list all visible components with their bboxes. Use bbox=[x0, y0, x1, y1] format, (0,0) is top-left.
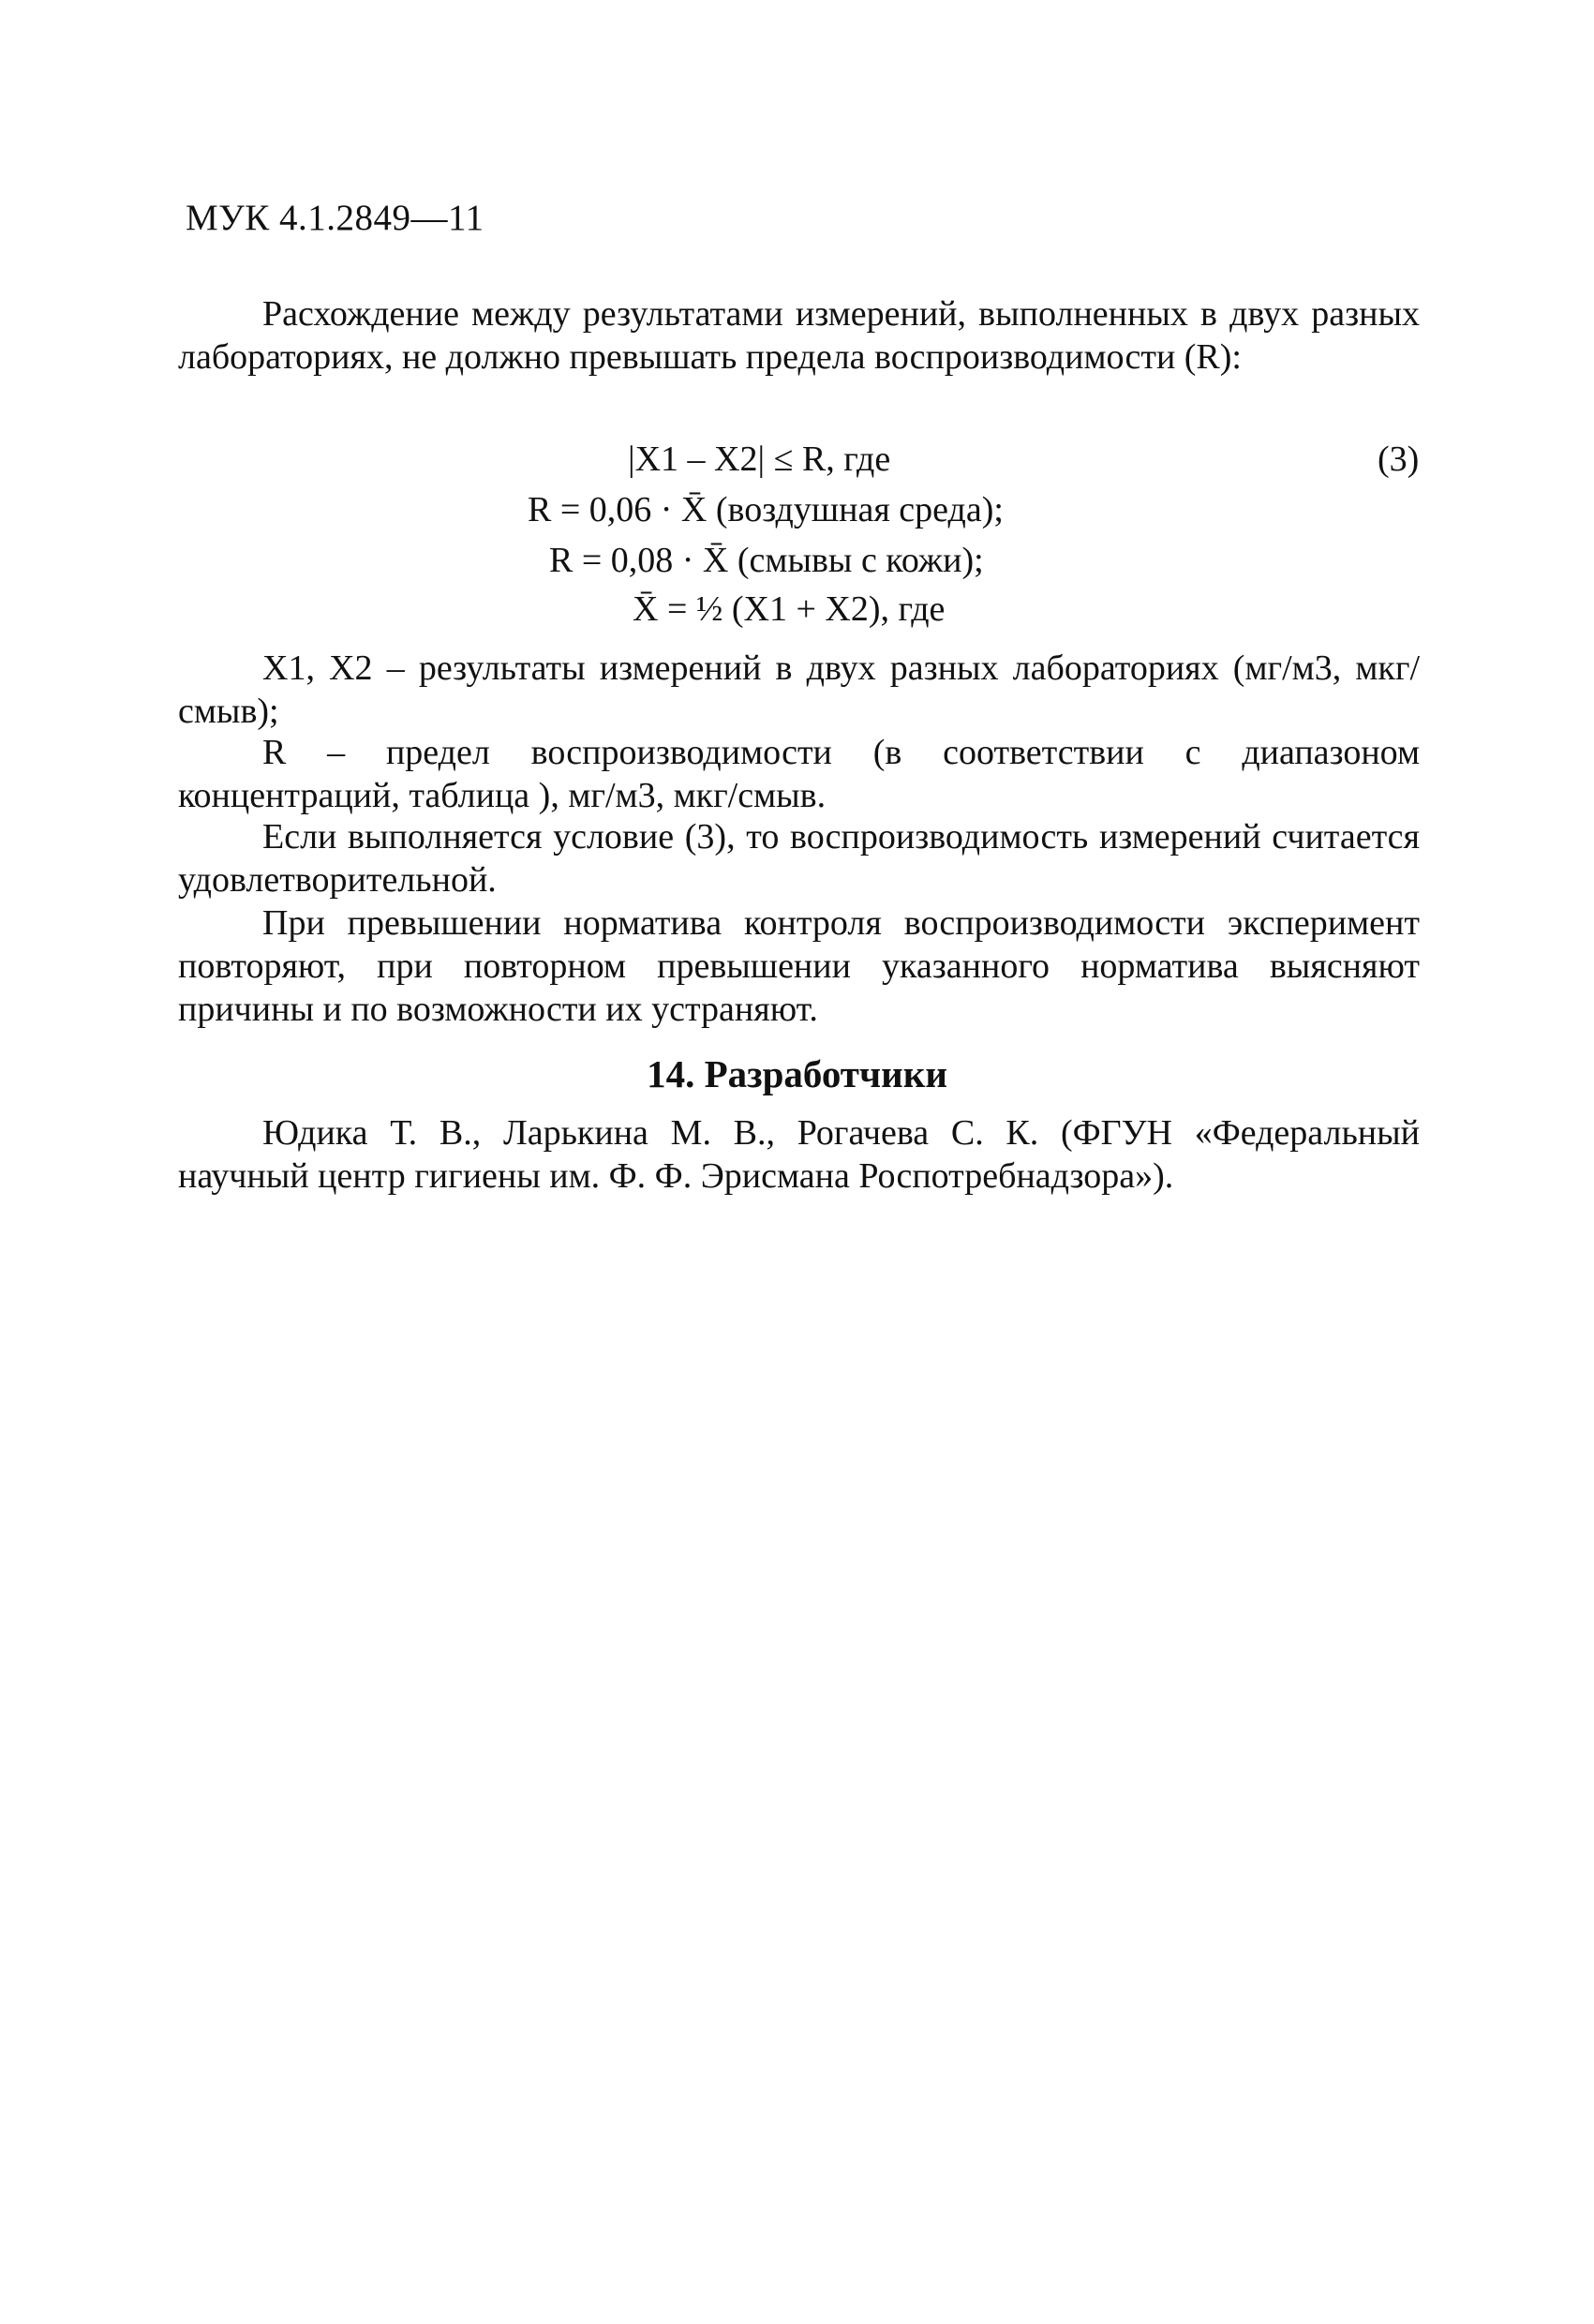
definition-x-text: X1, X2 – результаты измерений в двух разных лабораториях (мг/м3, мкг/смыв); bbox=[178, 648, 1420, 731]
exceed-paragraph bbox=[178, 901, 1420, 1031]
formula-line-4: X̄ = ½ (X1 + X2), где bbox=[633, 589, 946, 629]
section-title: 14. Разработчики bbox=[647, 1052, 947, 1095]
formula-line-1: |X1 – X2| ≤ R, где bbox=[628, 439, 891, 479]
authors-paragraph bbox=[178, 1111, 1420, 1198]
condition-paragraph bbox=[178, 815, 1420, 901]
definition-x bbox=[178, 647, 1420, 733]
exceed-text: При превышении норматива контроля воспроизводимости эксперимент повторяют, при повторном превышении указанного норматива выясняют причины и по возможности их устраняют. bbox=[178, 903, 1420, 1029]
definition-r-text: R – предел воспроизводимости (в соответствии с диапазоном концентраций, таблица ), мг/м3, мкг/смыв. bbox=[178, 733, 1420, 815]
intro-text: Расхождение между результатами измерений, выполненных в двух разных лабораториях, не должно превышать предела воспроизводимости (R): bbox=[178, 294, 1420, 377]
condition-text: Если выполняется условие (3), то воспроизводимость измерений считается удовлетворительной. bbox=[178, 817, 1420, 900]
definition-r bbox=[178, 731, 1420, 817]
document-code-header: МУК 4.1.2849—11 bbox=[186, 198, 484, 238]
formula-line-3: R = 0,08 · X̄ (смывы с кожи); bbox=[549, 541, 984, 580]
formula-line-2: R = 0,06 · X̄ (воздушная среда); bbox=[528, 490, 1004, 529]
authors-text: Юдика Т. В., Ларькина М. В., Рогачева С. К. (ФГУН «Федеральный научный центр гигиены им. Ф. Ф. Эрисмана Роспотребнадзора»). bbox=[178, 1113, 1420, 1196]
formula-number: (3) bbox=[1378, 439, 1420, 479]
intro-paragraph bbox=[178, 292, 1420, 379]
